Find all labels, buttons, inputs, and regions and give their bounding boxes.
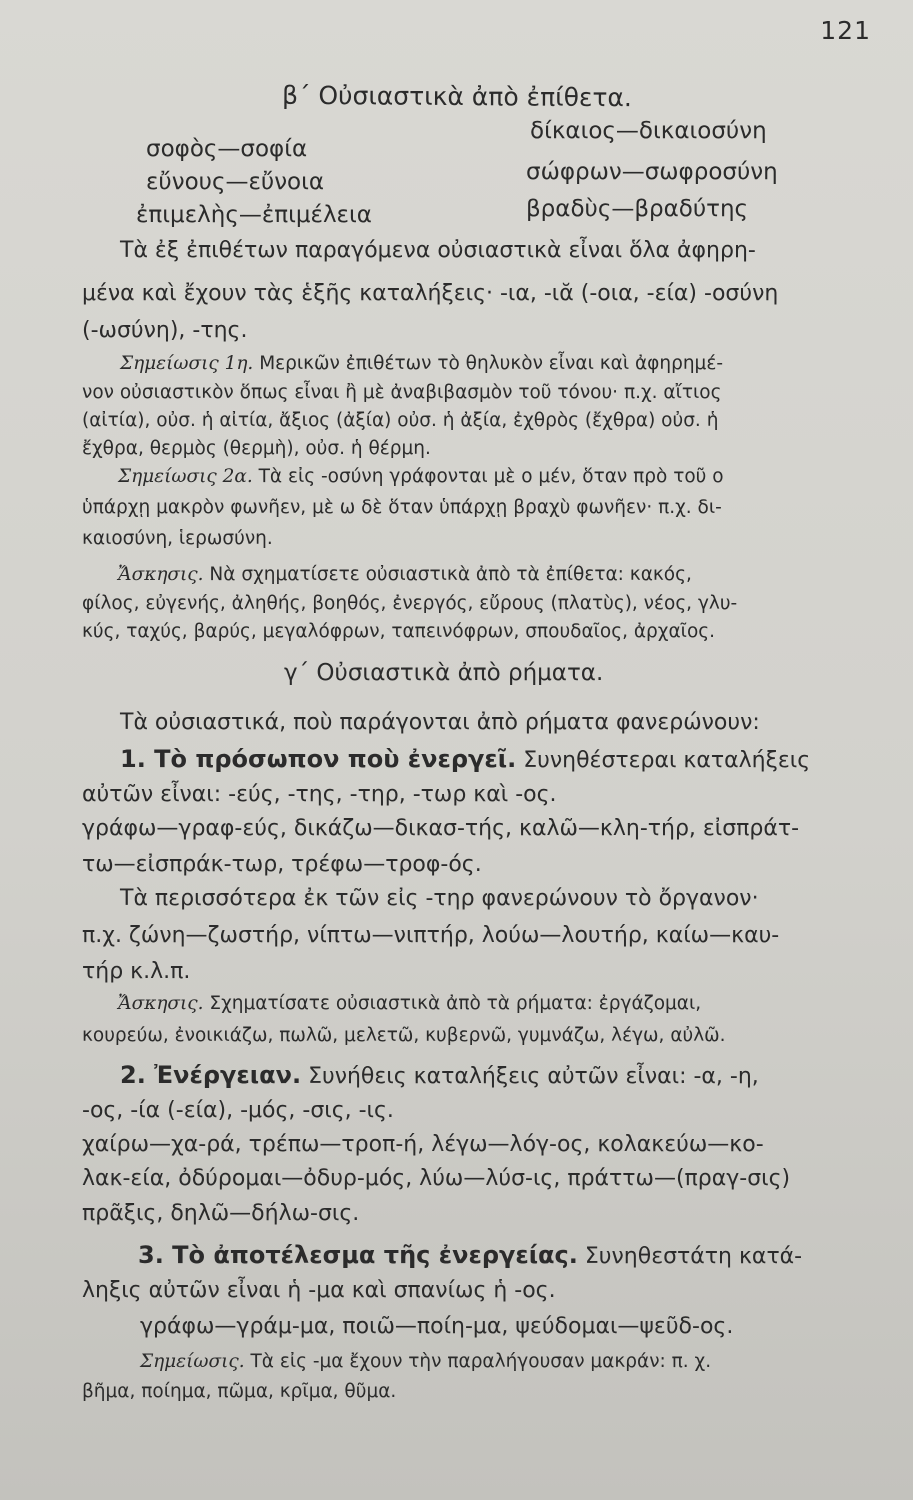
pair-left-1: σοφὸς—σοφία: [146, 136, 308, 162]
para-line-1: Τὰ ἐξ ἐπιθέτων παραγόμενα οὐσιαστικὰ εἶναι ὅλα ἀφηρη-: [120, 238, 756, 263]
note1-text-1: Μερικῶν ἐπιθέτων τὸ θηλυκὸν εἶναι καὶ ἀφηρημέ-: [253, 353, 724, 374]
item1-label: 1. Τὸ πρόσωπον ποὺ ἐνεργεῖ.: [120, 745, 517, 773]
pair-right-1: δίκαιος—δικαιοσύνη: [530, 118, 767, 144]
item2-label: 2. Ἐνέργειαν.: [120, 1061, 302, 1089]
exercise-b-line-1: [118, 563, 692, 587]
item2-rest: Συνήθεις καταλήξεις αὐτῶν εἶναι: -α, -η,: [301, 1064, 759, 1089]
item1-line-4: τω—εἰσπράκ-τωρ, τρέφω—τροφ-ός.: [82, 852, 482, 877]
pair-right-3: βραδὺς—βραδύτης: [526, 196, 749, 222]
exercise-b-line-3: κύς, ταχύς, βαρύς, μεγαλόφρων, ταπεινόφρων, σπουδαῖος, ἀρχαῖος.: [82, 621, 716, 642]
exercise-c-text-1: Σχηματίσατε οὐσιαστικὰ ἀπὸ τὰ ρήματα: ἐργάζομαι,: [203, 993, 702, 1014]
note2-text-1: Τὰ εἰς -οσύνη γράφονται μὲ ο μέν, ὅταν πρὸ τοῦ ο: [252, 466, 724, 487]
item1-line-3: γράφω—γραφ-εύς, δικάζω—δικασ-τής, καλῶ—κλη-τήρ, εἰσπράτ-: [82, 816, 800, 841]
item1-line-2: αὐτῶν εἶναι: -εύς, -της, -τηρ, -τωρ καὶ -ος.: [82, 782, 557, 807]
item3-label: 3. Τὸ ἀποτέλεσμα τῆς ἐνεργείας.: [138, 1241, 578, 1269]
page-number: 121: [820, 16, 871, 45]
item1-line-6: π.χ. ζώνη—ζωστήρ, νίπτω—νιπτήρ, λούω—λουτήρ, καίω—καυ-: [82, 923, 780, 948]
para-line-3: (-ωσύνη), -της.: [82, 318, 248, 343]
item3-line-1: [138, 1240, 802, 1272]
item1-line-5: Τὰ περισσότερα ἐκ τῶν εἰς -τηρ φανερώνουν τὸ ὄργανον·: [120, 886, 759, 911]
para-line-2: μένα καὶ ἔχουν τὰς ἑξῆς καταλήξεις· -ια, -ιᾰ (-οια, -εία) -οσύνη: [82, 281, 779, 306]
item2-line-3: χαίρω—χα-ρά, τρέπω—τροπ-ή, λέγω—λόγ-ος, κολακεύω—κο-: [82, 1132, 764, 1157]
pair-right-2: σώφρων—σωφροσύνη: [526, 159, 778, 185]
item2-line-5: πρᾶξις, δηλῶ—δήλω-σις.: [82, 1201, 360, 1226]
section-b-heading: β΄ Οὐσιαστικὰ ἀπὸ ἐπίθετα.: [281, 80, 633, 113]
item2-line-2: -ος, -ία (-εία), -μός, -σις, -ις.: [82, 1098, 394, 1123]
item1-line-1: [120, 744, 810, 776]
item1-rest: Συνηθέστεραι καταλήξεις: [516, 748, 811, 773]
note2-line-2: ὑπάρχῃ μακρὸν φωνῆεν, μὲ ω δὲ ὅταν ὑπάρχῃ βραχὺ φωνῆεν· π.χ. δι-: [82, 497, 722, 518]
note-c-label: Σημείωσις.: [140, 1351, 245, 1372]
note-c-line-2: βῆμα, ποίημα, πῶμα, κρῖμα, θῦμα.: [82, 1381, 397, 1402]
note1-label: Σημείωσις 1η.: [120, 353, 254, 374]
note2-label: Σημείωσις 2α.: [118, 466, 253, 487]
note2-line-1: [118, 465, 724, 489]
note1-line-3: (αἰτία), οὐσ. ἡ αἰτία, ἄξιος (ἀξία) οὐσ. ἡ ἀξία, ἐχθρὸς (ἔχθρα) οὐσ. ἡ: [82, 410, 719, 431]
note1-line-2: νον οὐσιαστικὸν ὅπως εἶναι ἢ μὲ ἀναβιβασμὸν τοῦ τόνου· π.χ. αἴτιος: [82, 382, 722, 403]
exercise-c-label: Ἄσκησις.: [118, 993, 204, 1014]
pair-left-2: εὔνους—εὔνοια: [146, 169, 325, 195]
item2-line-4: λακ-εία, ὀδύρομαι—ὀδυρ-μός, λύω—λύσ-ις, πράττω—(πραγ-σις): [82, 1166, 791, 1191]
item2-line-1: [120, 1060, 759, 1092]
note1-line-1: [120, 352, 723, 376]
pair-left-3: ἐπιμελὴς—ἐπιμέλεια: [136, 202, 372, 228]
item3-line-3: γράφω—γράμ-μα, ποιῶ—ποίη-μα, ψεύδομαι—ψεῦδ-ος.: [140, 1314, 734, 1339]
item3-rest: Συνηθεστάτη κατά-: [577, 1244, 803, 1269]
exercise-c-line-1: [118, 992, 701, 1016]
exercise-b-line-2: φίλος, εὐγενής, ἀληθής, βοηθός, ἐνεργός, εὔρους (πλατὺς), νέος, γλυ-: [82, 593, 738, 614]
note-c-text-1: Τὰ εἰς -μα ἔχουν τὴν παραλήγουσαν μακράν: π. χ.: [244, 1351, 712, 1372]
section-c-heading: γ΄ Οὐσιαστικὰ ἀπὸ ρήματα.: [284, 660, 604, 686]
note-c-line-1: [140, 1350, 711, 1374]
item3-line-2: ληξις αὐτῶν εἶναι ἡ -μα καὶ σπανίως ἡ -ος.: [82, 1278, 556, 1303]
section-c-intro: Τὰ οὐσιαστικά, ποὺ παράγονται ἀπὸ ρήματα φανερώνουν:: [120, 710, 760, 735]
item1-line-7: τήρ κ.λ.π.: [82, 959, 191, 984]
note2-line-3: καιοσύνη, ἱερωσύνη.: [82, 528, 273, 549]
exercise-b-label: Ἄσκησις.: [118, 564, 204, 585]
exercise-b-text-1: Νὰ σχηματίσετε οὐσιαστικὰ ἀπὸ τὰ ἐπίθετα: κακός,: [203, 564, 692, 585]
note1-line-4: ἔχθρα, θερμὸς (θερμὴ), οὐσ. ἡ θέρμη.: [82, 438, 431, 459]
exercise-c-line-2: κουρεύω, ἐνοικιάζω, πωλῶ, μελετῶ, κυβερνῶ, γυμνάζω, λέγω, αὐλῶ.: [82, 1025, 726, 1046]
